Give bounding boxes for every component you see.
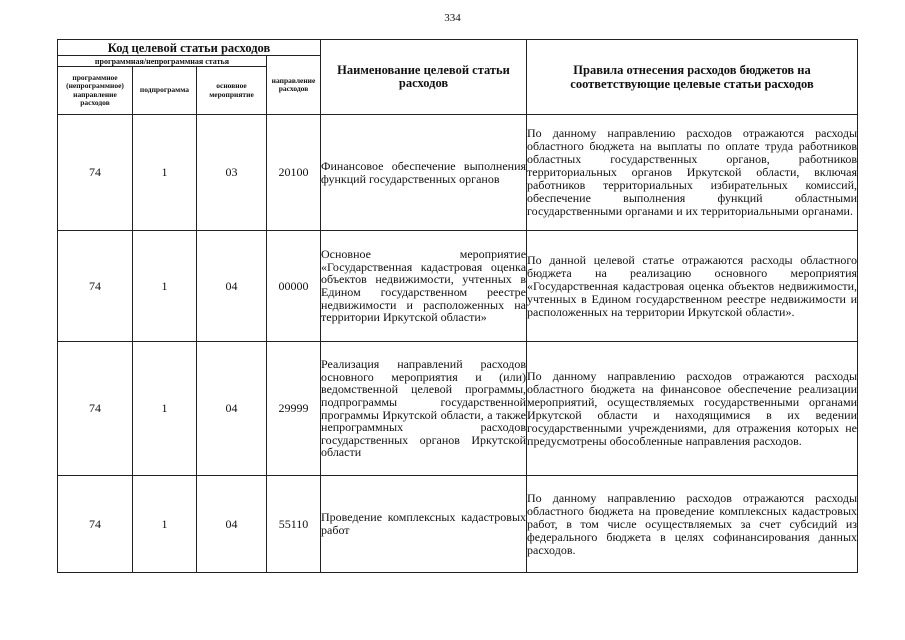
main-event-cell: 04 [197, 342, 267, 476]
name-column-header: Наименование целевой статьи расходов [321, 40, 527, 115]
name-cell: Финансовое обеспечение выполнения функций государственных органов [321, 115, 527, 231]
rules-column-header: Правила отнесения расходов бюджетов на соответствующие целевые статьи расходов [527, 40, 858, 115]
subprogram-cell: 1 [133, 342, 197, 476]
rule-cell: По данной целевой статье отражаются расходы областного бюджета на реализацию основного мероприятия «Государственная кадастровая оценка объектов недвижимости, учтенных в Едином государственном реестре недвижимости и расположенных на территории Иркутской области». [527, 231, 858, 342]
table-row [58, 231, 858, 342]
subprogram-cell: 1 [133, 231, 197, 342]
name-cell: Реализация направлений расходов основного мероприятия и (или) ведомственной целевой программы, подпрограммы государственной программы Иркутской области, а также непрограммных расходов государственных органов Иркутской области [321, 342, 527, 476]
table-row [58, 342, 858, 476]
direction-column-header: направление расходов [267, 56, 321, 115]
name-cell: Основное мероприятие «Государственная кадастровая оценка объектов недвижимости, учтенных в Едином государственном реестре недвижимости и расположенных на территории Иркутской области» [321, 231, 527, 342]
subprogram-column-header: подпрограмма [133, 67, 197, 115]
page-number: 334 [444, 12, 461, 24]
main-event-cell: 04 [197, 231, 267, 342]
budget-codes-table [57, 39, 858, 573]
table-row [58, 115, 858, 231]
rule-cell: По данному направлению расходов отражаются расходы областного бюджета на выплаты по оплате труда работников областных государственных органов, работников территориальных органов Иркутской области, включая работников территориальных избирательных комиссий, обеспечение выполнения функций областными государственными органами и их территориальными органами. [527, 115, 858, 231]
program-cell: 74 [58, 231, 133, 342]
program-cell: 74 [58, 476, 133, 573]
code-title-header: Код целевой статьи расходов [58, 40, 321, 56]
table-row [58, 476, 858, 573]
program-cell: 74 [58, 115, 133, 231]
rule-cell: По данному направлению расходов отражаются расходы областного бюджета на финансовое обеспечение реализации мероприятий, осуществляемых государственными органами Иркутской области и находящимися в их ведении государственными учреждениями, для отражения которых не предусмотрены обособленные направления расходов. [527, 342, 858, 476]
direction-cell: 55110 [267, 476, 321, 573]
subprogram-cell: 1 [133, 115, 197, 231]
rule-cell: По данному направлению расходов отражаются расходы областного бюджета на проведение комплексных кадастровых работ, в том числе осуществляемых за счет субсидий из федерального бюджета в целях софинансирования данных расходов. [527, 476, 858, 573]
subprogram-cell: 1 [133, 476, 197, 573]
direction-cell: 20100 [267, 115, 321, 231]
program-group-header: программная/непрограммная статья [58, 56, 267, 67]
main-event-column-header: основное мероприятие [197, 67, 267, 115]
main-event-cell: 03 [197, 115, 267, 231]
direction-cell: 00000 [267, 231, 321, 342]
program-column-header: программное (непрограммное) направление расходов [58, 67, 133, 115]
name-cell: Проведение комплексных кадастровых работ [321, 476, 527, 573]
program-cell: 74 [58, 342, 133, 476]
direction-cell: 29999 [267, 342, 321, 476]
main-event-cell: 04 [197, 476, 267, 573]
